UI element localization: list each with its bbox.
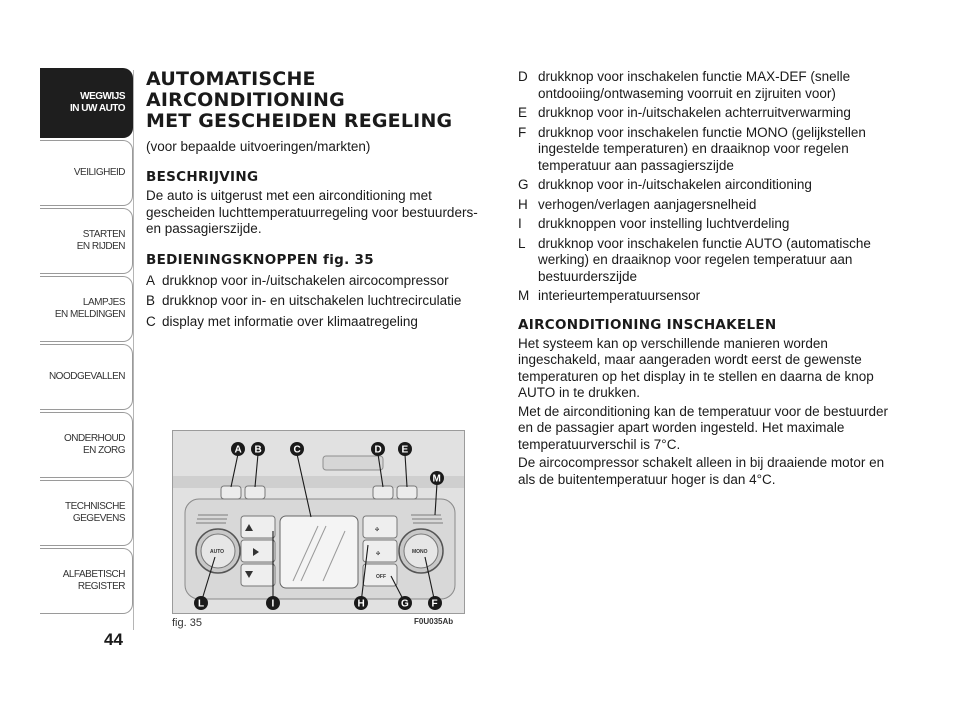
list-item: I drukknoppen voor instelling luchtverdeling xyxy=(518,216,790,231)
distribution-mid-button xyxy=(241,540,275,562)
ac-button-shape xyxy=(221,486,241,499)
beschrijving-text: De auto is uitgerust met een airconditioning met gescheiden luchttemperatuurregeling voor bestuurders- en passagierszijde. xyxy=(146,188,478,236)
auto-label: AUTO xyxy=(210,549,225,555)
fan-small-icon: ✣ xyxy=(376,551,381,557)
tab-noodgevallen[interactable]: NOODGEVALLEN xyxy=(40,344,133,410)
list-item: B drukknop voor in- en uitschakelen luchtrecirculatie xyxy=(146,293,462,308)
callout-label: E xyxy=(401,444,409,456)
callout-label: B xyxy=(254,444,262,456)
paragraph: Met de airconditioning kan de temperatuur voor de bestuurder en de passagier apart worden ingesteld. Het maximale temperatuurverschil is 7°C. xyxy=(518,403,888,452)
tab-technische[interactable]: TECHNISCHE GEGEVENS xyxy=(40,480,133,546)
list-item: L drukknop voor inschakelen functie AUTO (automatische werking) en draaiknop voor regelen temperatuur aan bestuurderszijde xyxy=(518,235,871,284)
left-column xyxy=(146,69,496,330)
list-item: H verhogen/verlagen aanjagersnelheid xyxy=(518,196,757,212)
mono-label: MONO xyxy=(412,549,428,555)
callout-label: G xyxy=(401,598,409,610)
tab-starten[interactable]: STARTEN EN RIJDEN xyxy=(40,208,133,274)
divider-line xyxy=(133,70,134,630)
distribution-down-button xyxy=(241,564,275,586)
tab-lampjes[interactable]: LAMPJES EN MELDINGEN xyxy=(40,276,133,342)
tab-wegwijs[interactable]: WEGWIJS IN UW AUTO xyxy=(40,68,133,138)
rear-defrost-button-shape xyxy=(397,486,417,499)
dash-vent xyxy=(323,456,383,470)
tab-onderhoud[interactable]: ONDERHOUD EN ZORG xyxy=(40,412,133,478)
paragraph: Het systeem kan op verschillende manieren worden ingeschakeld, maar aangeraden wordt eerst de gewenste temperaturen op het display in te stellen en daarna de knop AUTO in te drukken. xyxy=(518,335,874,400)
display-screen xyxy=(280,516,358,588)
list-item: A drukknop voor in-/uitschakelen aircocompressor xyxy=(146,272,449,288)
page-title: AUTOMATISCHE AIRCONDITIONING MET GESCHEIDEN REGELING xyxy=(146,68,453,132)
climate-panel-figure xyxy=(172,430,465,614)
dash-strip xyxy=(173,473,465,488)
callout-label: F xyxy=(431,598,438,610)
page-subtitle: (voor bepaalde uitvoeringen/markten) xyxy=(146,139,371,154)
figure-code: F0U035Ab xyxy=(414,617,454,626)
callout-label: H xyxy=(357,598,365,610)
callout-label: L xyxy=(198,598,205,610)
beschrijving-heading: BESCHRIJVING xyxy=(146,169,259,185)
list-item: C display met informatie over klimaatregeling xyxy=(146,313,418,329)
figure-caption: fig. 35 xyxy=(172,617,202,629)
recirc-button-shape xyxy=(245,486,265,499)
callout-label: C xyxy=(293,444,301,456)
bedieningsknoppen-heading: BEDIENINGSKNOPPEN fig. 35 xyxy=(146,251,374,268)
right-column xyxy=(518,69,890,490)
fan-up-button xyxy=(363,516,397,538)
callout-label: M xyxy=(432,473,441,485)
tab-veiligheid[interactable]: VEILIGHEID xyxy=(40,140,133,206)
list-item: G drukknop voor in-/uitschakelen airconditioning xyxy=(518,177,812,192)
callout-label: I xyxy=(271,598,275,610)
list-item: E drukknop voor in-/uitschakelen achterruitverwarming xyxy=(518,105,851,120)
callout-label: A xyxy=(234,444,242,456)
paragraph: De aircocompressor schakelt alleen in bij draaiende motor en als de buitentemperatuur hoger is dan 4°C. xyxy=(518,455,885,487)
distribution-up-button xyxy=(241,516,275,538)
list-item: D drukknop voor inschakelen functie MAX-DEF (snelle ontdooiing/ontwaseming voorruit en zijruiten voor) xyxy=(518,69,851,101)
list-item: M interieurtemperatuursensor xyxy=(518,288,701,303)
fan-icon: ✣ xyxy=(375,527,380,533)
tab-alfabetisch[interactable]: ALFABETISCH REGISTER xyxy=(40,548,133,614)
inschakelen-heading: AIRCONDITIONING INSCHAKELEN xyxy=(518,316,777,333)
maxdef-button-shape xyxy=(373,486,393,499)
page-number: 44 xyxy=(104,630,123,649)
off-label: OFF xyxy=(376,574,386,580)
climate-panel-drawing xyxy=(173,431,465,614)
callout-label: D xyxy=(374,444,382,456)
list-item: F drukknop voor inschakelen functie MONO (gelijkstellen ingestelde temperaturen) en draaiknop voor regelen temperatuur aan passagierszijde xyxy=(518,124,866,173)
